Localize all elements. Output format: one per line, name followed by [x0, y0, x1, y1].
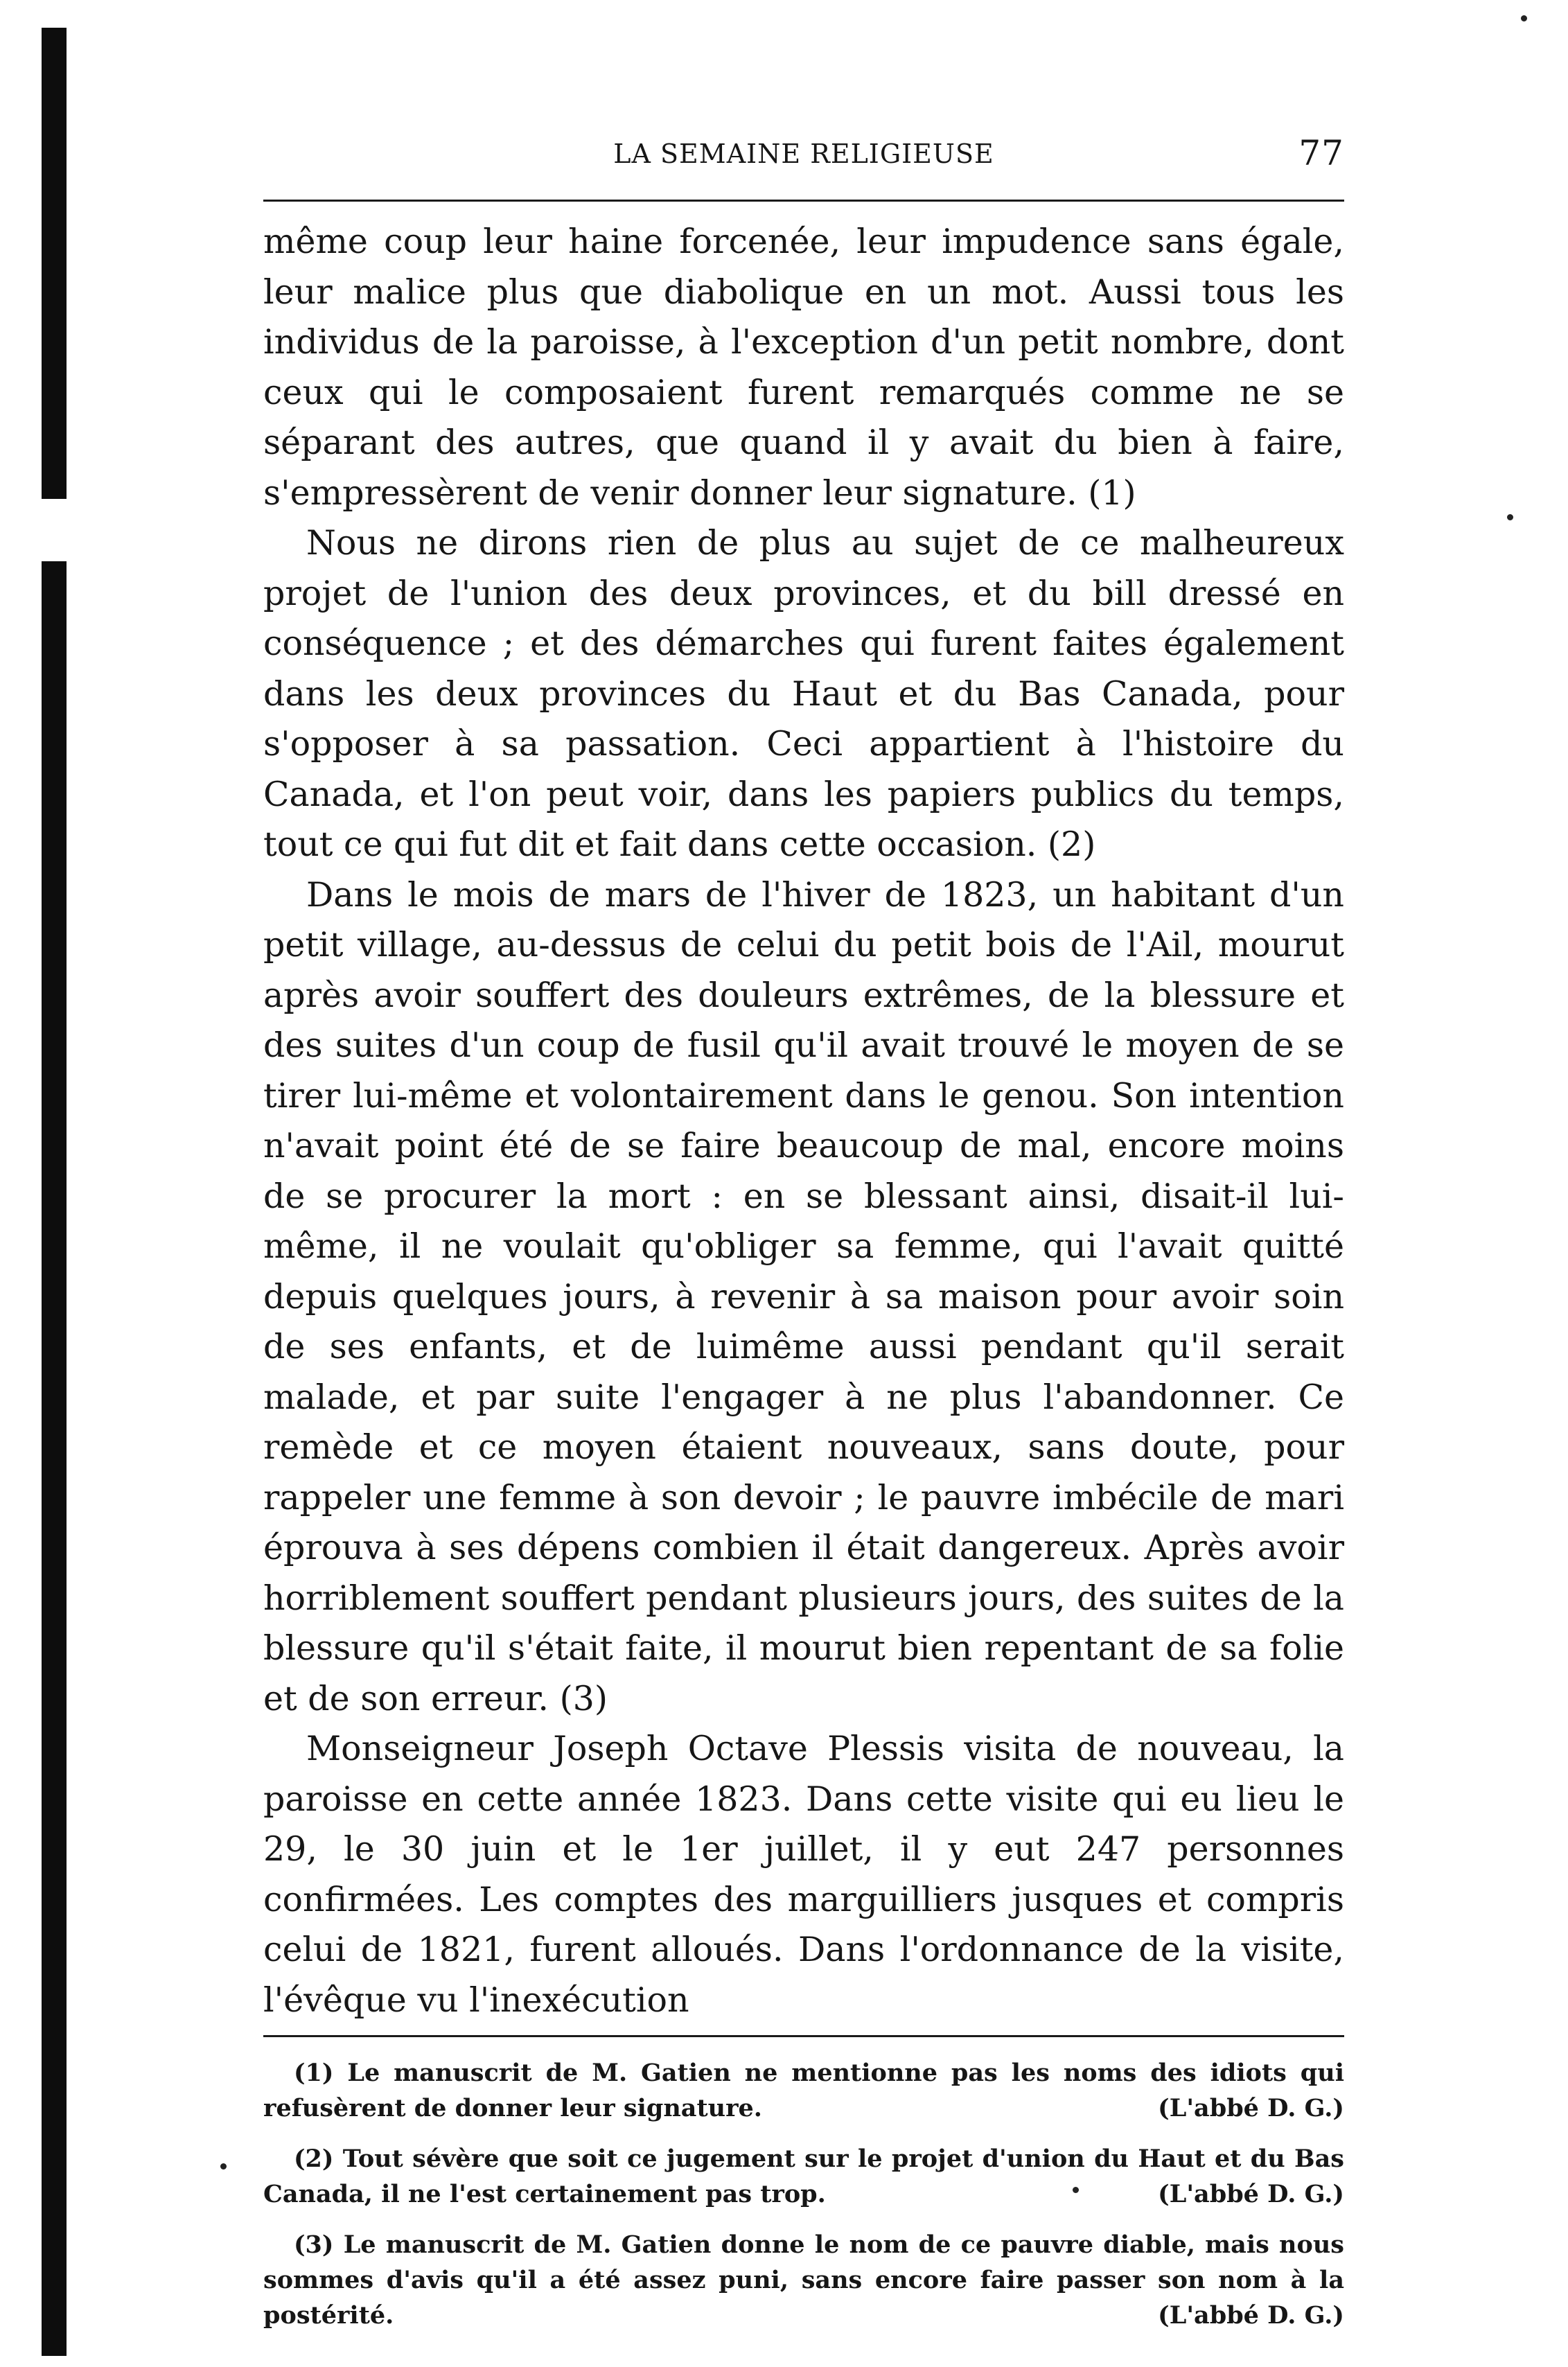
- footnote-text: (3) Le manuscrit de M. Gatien donne le nom de ce pauvre diable, mais nous sommes d'avis qu'il a été assez puni, sans encore faire passer son nom à la postérité.: [263, 2230, 1344, 2330]
- footnotes: [263, 2055, 1344, 2333]
- footnote-text: (2) Tout sévère que soit ce jugement sur le projet d'union du Haut et du Bas Canada, il ne l'est certainement pas trop.: [263, 2145, 1344, 2208]
- running-title: LA SEMAINE RELIGIEUSE: [613, 139, 994, 169]
- running-head: [263, 133, 1344, 180]
- footnote-signature: (L'abbé D. G.): [1158, 2180, 1344, 2208]
- scan-binding-edge: [42, 28, 67, 2356]
- footnote-signature: (L'abbé D. G.): [1158, 2094, 1344, 2122]
- body-text: [263, 217, 1344, 2025]
- scan-binding-gap: [42, 499, 69, 561]
- footnote-text: (1) Le manuscrit de M. Gatien ne mentionne pas les noms des idiots qui refusèrent de donner leur signature.: [263, 2059, 1344, 2122]
- paragraph: Monseigneur Joseph Octave Plessis visita de nouveau, la paroisse en cette année 1823. Dans cette visite qui eu lieu le 29, le 30 juin et le 1er juillet, il y eut 247 personnes confirmées. Les comptes des marguilliers jusques et compris celui de 1821, furent alloués. Dans l'ordonnance de la visite, l'évêque vu l'inexécution: [263, 1729, 1344, 2020]
- scan-speck: [1521, 15, 1527, 21]
- scan-speck: [1507, 514, 1513, 520]
- paragraph: Nous ne dirons rien de plus au sujet de ce malheureux projet de l'union des deux provinces, et du bill dressé en conséquence ; et des démarches qui furent faites également dans les deux provinces du Haut et du Bas Canada, pour s'opposer à sa passation. Ceci appartient à l'histoire du Canada, et l'on peut voir, dans les papiers publics du temps, tout ce qui fut dit et fait dans cette occasion. (2): [263, 523, 1344, 864]
- footnote-rule: [263, 2035, 1344, 2037]
- paragraph: même coup leur haine forcenée, leur impudence sans égale, leur malice plus que diabolique en un mot. Aussi tous les individus de la paroisse, à l'exception d'un petit nombre, dont ceux qui le composaient furent remarqués comme ne se séparant des autres, que quand il y avait du bien à faire, s'empressèrent de venir donner leur signature. (1): [263, 222, 1344, 513]
- page-number: 77: [1298, 133, 1344, 173]
- paragraph: Dans le mois de mars de l'hiver de 1823, un habitant d'un petit village, au-dessus de celui du petit bois de l'Ail, mourut après avoir souffert des douleurs extrêmes, de la blessure et des suites d'un coup de fusil qu'il avait trouvé le moyen de se tirer lui-même et volontairement dans le genou. Son intention n'avait point été de se faire beaucoup de mal, encore moins de se procurer la mort : en se blessant ainsi, disait-il lui-même, il ne voulait qu'obliger sa femme, qui l'avait quitté depuis quelques jours, à revenir à sa maison pour avoir soin de ses enfants, et de luimême aussi pendant qu'il serait malade, et par suite l'engager à ne plus l'abandonner. Ce remède et ce moyen étaient nouveaux, sans doute, pour rappeler une femme à son devoir ; le pauvre imbécile de mari éprouva à ses dépens combien il était dangereux. Après avoir horriblement souffert pendant plusieurs jours, des suites de la blessure qu'il s'était faite, il mourut bien repentant de sa folie et de son erreur. (3): [263, 874, 1344, 1718]
- book-page: [263, 133, 1344, 2348]
- footnote: [263, 2227, 1344, 2333]
- footnote: [263, 2141, 1344, 2212]
- header-rule: [263, 200, 1344, 202]
- scan-speck: [220, 2163, 227, 2170]
- footnote: [263, 2055, 1344, 2126]
- footnote-signature: (L'abbé D. G.): [1158, 2301, 1344, 2330]
